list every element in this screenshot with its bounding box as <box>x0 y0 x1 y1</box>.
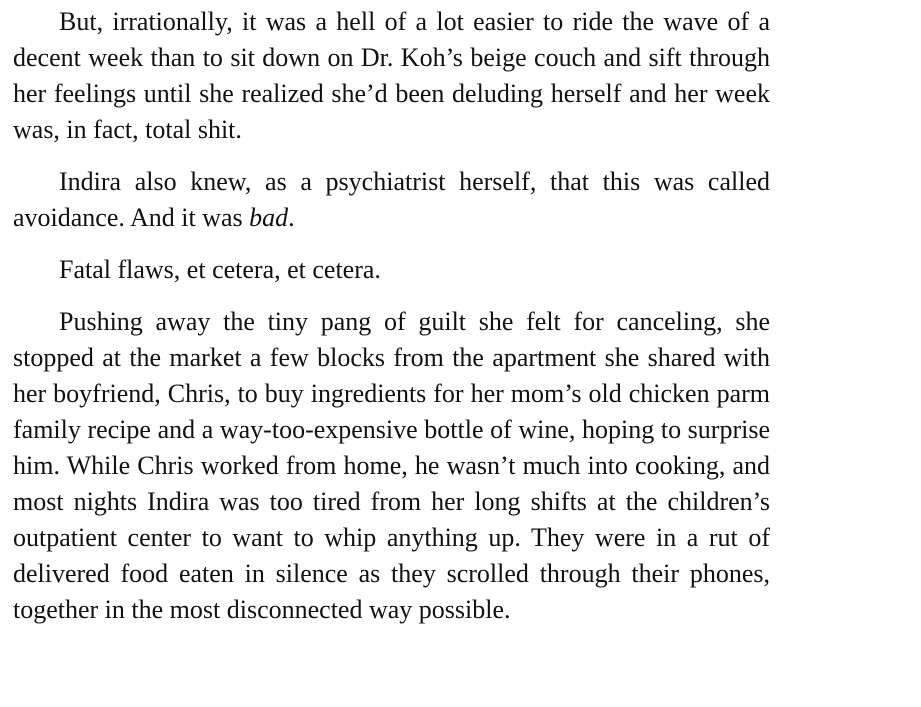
paragraph-2-emphasis: bad <box>249 203 289 232</box>
paragraph-4 <box>13 304 770 628</box>
paragraph-4-text: Pushing away the tiny pang of guilt she felt for canceling, she stopped at the market a few blocks from the apartment she shared with her boyfriend, Chris, to buy ingredients for her mom’s old chicken parm family recipe and a way-too-expensive bottle of wine, hoping to surprise him. While Chris worked from home, he wasn’t much into cooking, and most nights Indira was too tired from her long shifts at the children’s outpatient center to want to whip anything up. They were in a rut of delivered food eaten in silence as they scrolled through their phones, together in the most disconnected way possible. <box>13 307 770 624</box>
paragraph-2-text-before: Indira also knew, as a psychiatrist herself, that this was called avoidance. And it was <box>13 167 770 232</box>
paragraph-1 <box>13 4 770 148</box>
paragraph-3 <box>13 252 770 288</box>
paragraph-1-text: But, irrationally, it was a hell of a lot easier to ride the wave of a decent week than to sit down on Dr. Koh’s beige couch and sift through her feelings until she realized she’d been deluding herself and her week was, in fact, total shit. <box>13 7 770 144</box>
book-page <box>13 4 770 628</box>
paragraph-2 <box>13 164 770 236</box>
paragraph-2-text-after: . <box>288 203 295 232</box>
paragraph-3-text: Fatal flaws, et cetera, et cetera. <box>59 255 381 284</box>
